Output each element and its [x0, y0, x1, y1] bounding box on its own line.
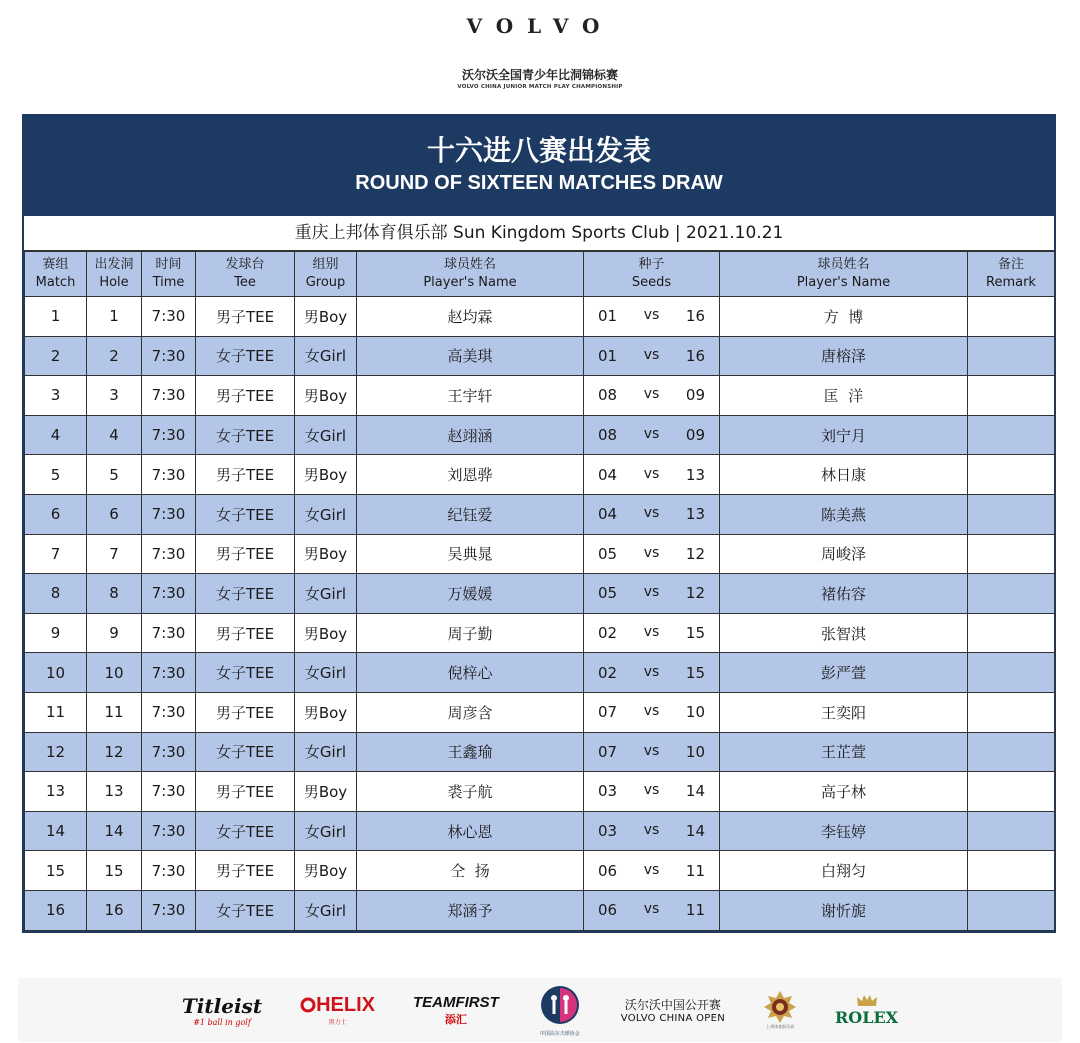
time-cell: 7:30 — [142, 336, 196, 376]
seed-1: 04 — [598, 465, 618, 484]
column-header-cn: 组别 — [312, 257, 339, 272]
table-row — [25, 732, 1055, 772]
hole-cell: 15 — [87, 851, 142, 891]
match-cell: 6 — [25, 494, 87, 534]
titleist-tagline: #1 ball in golf — [193, 1017, 251, 1027]
time-cell: 7:30 — [142, 455, 196, 495]
seed-2: 10 — [685, 742, 705, 761]
helix-logo — [300, 994, 375, 1026]
seeds-cell — [584, 851, 720, 891]
volvo-wordmark: VOLVO — [466, 14, 614, 38]
group-cell: 女Girl — [295, 415, 357, 455]
seed-pair — [584, 545, 719, 563]
teamfirst-wordmark: TEAMFIRST — [412, 993, 499, 1011]
vs-label: vs — [643, 465, 660, 482]
player2-cell: 高子林 — [720, 772, 968, 812]
remark-cell — [968, 732, 1055, 772]
seeds-cell — [584, 376, 720, 416]
seeds-cell — [584, 336, 720, 376]
hole-cell: 3 — [87, 376, 142, 416]
seed-2: 13 — [685, 505, 705, 524]
volvo-china-open-logo — [621, 996, 725, 1024]
group-cell: 女Girl — [295, 890, 357, 930]
seeds-cell — [584, 455, 720, 495]
player2-cell: 陈美燕 — [720, 494, 968, 534]
vs-label: vs — [643, 584, 660, 601]
table-row — [25, 376, 1055, 416]
championship-title-cn: 沃尔沃全国青少年比洞锦标赛 — [461, 68, 618, 82]
column-header-en: Tee — [234, 275, 256, 290]
hole-cell: 7 — [87, 534, 142, 574]
player1-cell: 倪梓心 — [357, 653, 584, 693]
table-row — [25, 692, 1055, 732]
hole-cell: 11 — [87, 692, 142, 732]
column-header-cn: 出发洞 — [94, 257, 134, 272]
seed-2: 16 — [685, 346, 705, 365]
player1-cell: 王宇轩 — [357, 376, 584, 416]
vs-label: vs — [643, 505, 660, 522]
helix-cn: 黑力士 — [328, 1019, 347, 1026]
seed-pair — [584, 664, 719, 682]
seeds-cell — [584, 890, 720, 930]
player2-cell: 谢忻旎 — [720, 890, 968, 930]
tee-cell: 男子TEE — [196, 297, 295, 337]
vs-label: vs — [643, 386, 660, 403]
vs-label: vs — [643, 822, 660, 839]
match-cell: 1 — [25, 297, 87, 337]
column-header-cn: 赛组 — [42, 257, 69, 272]
player1-cell: 裘子航 — [357, 772, 584, 812]
hole-cell: 8 — [87, 574, 142, 614]
seed-pair — [584, 703, 719, 721]
column-header-en: Hole — [99, 275, 129, 290]
match-cell: 5 — [25, 455, 87, 495]
seeds-cell — [584, 613, 720, 653]
titleist-logo — [182, 994, 262, 1027]
remark-cell — [968, 574, 1055, 614]
player2-cell: 王芷萱 — [720, 732, 968, 772]
match-cell: 13 — [25, 772, 87, 812]
vs-label: vs — [643, 861, 660, 878]
title-en: ROUND OF SIXTEEN MATCHES DRAW — [355, 172, 723, 194]
column-header-en: Player's Name — [796, 275, 891, 290]
tee-cell: 男子TEE — [196, 851, 295, 891]
seed-2: 09 — [685, 426, 705, 445]
group-cell: 女Girl — [295, 811, 357, 851]
vco-cn: 沃尔沃中国公开赛 — [624, 998, 721, 1012]
seed-2: 10 — [685, 703, 705, 722]
group-cell: 男Boy — [295, 455, 357, 495]
player2-cell: 匡 洋 — [720, 376, 968, 416]
table-row — [25, 772, 1055, 812]
time-cell: 7:30 — [142, 851, 196, 891]
column-header-en: Match — [35, 275, 76, 290]
seed-1: 06 — [598, 861, 618, 880]
match-cell: 7 — [25, 534, 87, 574]
title-cn: 十六进八赛出发表 — [426, 134, 651, 167]
column-header-cn: 备注 — [997, 257, 1024, 272]
column-header-cn: 球员姓名 — [443, 257, 496, 272]
seed-1: 08 — [598, 426, 618, 445]
tee-cell: 男子TEE — [196, 772, 295, 812]
group-cell: 男Boy — [295, 851, 357, 891]
seed-2: 13 — [685, 465, 705, 484]
table-row — [25, 653, 1055, 693]
group-cell: 男Boy — [295, 772, 357, 812]
group-cell: 女Girl — [295, 653, 357, 693]
hole-cell: 1 — [87, 297, 142, 337]
player2-cell: 王奕阳 — [720, 692, 968, 732]
cga-logo — [537, 984, 583, 1037]
titleist-wordmark: Titleist — [181, 993, 263, 1018]
rolex-wordmark: ROLEX — [834, 1007, 899, 1027]
player2-cell: 李钰婷 — [720, 811, 968, 851]
seeds-cell — [584, 494, 720, 534]
seeds-cell — [584, 534, 720, 574]
tee-cell: 男子TEE — [196, 455, 295, 495]
seed-2: 12 — [685, 544, 705, 563]
seed-pair — [584, 624, 719, 642]
seeds-cell — [584, 772, 720, 812]
tee-cell: 女子TEE — [196, 890, 295, 930]
time-cell: 7:30 — [142, 653, 196, 693]
player2-cell: 刘宁月 — [720, 415, 968, 455]
rolex-logo — [835, 994, 898, 1027]
player2-cell: 张智淇 — [720, 613, 968, 653]
match-cell: 3 — [25, 376, 87, 416]
seed-pair — [584, 584, 719, 602]
seed-pair — [584, 426, 719, 444]
seed-2: 14 — [685, 782, 705, 801]
seed-1: 06 — [598, 901, 618, 920]
seed-2: 11 — [685, 901, 705, 920]
group-cell: 女Girl — [295, 494, 357, 534]
seed-2: 11 — [685, 861, 705, 880]
player1-cell: 万媛媛 — [357, 574, 584, 614]
column-header — [87, 252, 142, 297]
group-cell: 男Boy — [295, 534, 357, 574]
vs-label: vs — [643, 703, 660, 720]
player2-cell: 褚佑容 — [720, 574, 968, 614]
hole-cell: 4 — [87, 415, 142, 455]
cga-text: 中国高尔夫球协会 — [539, 1030, 580, 1037]
venue-date: 重庆上邦体育俱乐部 Sun Kingdom Sports Club | 2021.10.21 — [24, 216, 1054, 251]
seed-pair — [584, 307, 719, 325]
player2-cell: 方 博 — [720, 297, 968, 337]
tee-cell: 女子TEE — [196, 415, 295, 455]
tee-cell: 男子TEE — [196, 376, 295, 416]
remark-cell — [968, 376, 1055, 416]
group-cell: 男Boy — [295, 297, 357, 337]
teamfirst-cn: 添汇 — [444, 1012, 467, 1026]
column-header — [357, 252, 584, 297]
column-header-en: Time — [152, 275, 185, 290]
seeds-cell — [584, 297, 720, 337]
tee-cell: 男子TEE — [196, 613, 295, 653]
column-header-en: Player's Name — [423, 275, 517, 290]
seed-pair — [584, 862, 719, 880]
time-cell: 7:30 — [142, 732, 196, 772]
seed-pair — [584, 347, 719, 365]
seed-pair — [584, 901, 719, 919]
time-cell: 7:30 — [142, 415, 196, 455]
match-cell: 8 — [25, 574, 87, 614]
match-cell: 12 — [25, 732, 87, 772]
seed-1: 02 — [598, 624, 618, 643]
club-text: 上邦体育俱乐部 — [765, 1024, 794, 1029]
seed-1: 05 — [598, 544, 618, 563]
player1-cell: 高美琪 — [357, 336, 584, 376]
hole-cell: 10 — [87, 653, 142, 693]
hole-cell: 12 — [87, 732, 142, 772]
seeds-cell — [584, 574, 720, 614]
table-row — [25, 494, 1055, 534]
helix-ring-icon — [300, 997, 316, 1013]
player2-cell: 周峻泽 — [720, 534, 968, 574]
player1-cell: 吴典晁 — [357, 534, 584, 574]
player2-cell: 唐榕泽 — [720, 336, 968, 376]
column-header — [720, 252, 968, 297]
championship-title-en: VOLVO CHINA JUNIOR MATCH PLAY CHAMPIONSHIP — [457, 84, 623, 90]
seeds-cell — [584, 415, 720, 455]
time-cell: 7:30 — [142, 692, 196, 732]
column-header-cn: 球员姓名 — [817, 257, 870, 272]
title-banner — [24, 116, 1054, 216]
remark-cell — [968, 613, 1055, 653]
group-cell: 女Girl — [295, 336, 357, 376]
remark-cell — [968, 336, 1055, 376]
player1-cell: 王鑫瑜 — [357, 732, 584, 772]
player1-cell: 周彦含 — [357, 692, 584, 732]
player1-cell: 赵翊涵 — [357, 415, 584, 455]
column-header — [25, 252, 87, 297]
seed-1: 01 — [598, 346, 618, 365]
seeds-cell — [584, 811, 720, 851]
player1-cell: 赵均霖 — [357, 297, 584, 337]
seeds-cell — [584, 692, 720, 732]
seed-pair — [584, 386, 719, 404]
remark-cell — [968, 851, 1055, 891]
vs-label: vs — [643, 901, 660, 918]
match-cell: 11 — [25, 692, 87, 732]
column-header — [196, 252, 295, 297]
remark-cell — [968, 772, 1055, 812]
seed-2: 16 — [685, 307, 705, 326]
hole-cell: 16 — [87, 890, 142, 930]
seed-pair — [584, 822, 719, 840]
column-header-en: Seeds — [631, 275, 672, 290]
player2-cell: 白翔匀 — [720, 851, 968, 891]
player1-cell: 刘恩骅 — [357, 455, 584, 495]
group-cell: 男Boy — [295, 376, 357, 416]
time-cell: 7:30 — [142, 494, 196, 534]
seed-pair — [584, 743, 719, 761]
vco-en: VOLVO CHINA OPEN — [620, 1013, 725, 1024]
vs-label: vs — [643, 307, 660, 324]
column-header — [968, 252, 1055, 297]
column-header-en: Remark — [986, 275, 1036, 290]
crown-icon — [856, 994, 878, 1008]
remark-cell — [968, 494, 1055, 534]
group-cell: 男Boy — [295, 692, 357, 732]
sponsor-bar — [18, 978, 1062, 1042]
remark-cell — [968, 692, 1055, 732]
tee-cell: 男子TEE — [196, 692, 295, 732]
vs-label: vs — [643, 346, 660, 363]
column-header — [142, 252, 196, 297]
time-cell: 7:30 — [142, 811, 196, 851]
table-body — [25, 297, 1055, 931]
column-header-cn: 发球台 — [225, 257, 265, 272]
player1-cell: 郑涵予 — [357, 890, 584, 930]
tee-cell: 女子TEE — [196, 336, 295, 376]
seed-1: 01 — [598, 307, 618, 326]
hole-cell: 6 — [87, 494, 142, 534]
group-cell: 女Girl — [295, 732, 357, 772]
column-header-en: Group — [305, 275, 346, 290]
remark-cell — [968, 415, 1055, 455]
vs-label: vs — [643, 544, 660, 561]
time-cell: 7:30 — [142, 534, 196, 574]
seeds-cell — [584, 653, 720, 693]
table-row — [25, 455, 1055, 495]
player1-cell: 纪钰爱 — [357, 494, 584, 534]
remark-cell — [968, 455, 1055, 495]
seed-1: 05 — [598, 584, 618, 603]
player1-cell: 周子勤 — [357, 613, 584, 653]
seed-1: 08 — [598, 386, 618, 405]
column-header — [295, 252, 357, 297]
match-cell: 16 — [25, 890, 87, 930]
helix-wordmark — [300, 994, 375, 1017]
match-cell: 4 — [25, 415, 87, 455]
time-cell: 7:30 — [142, 297, 196, 337]
player2-cell: 彭严萱 — [720, 653, 968, 693]
hole-cell: 14 — [87, 811, 142, 851]
hole-cell: 9 — [87, 613, 142, 653]
table-row — [25, 851, 1055, 891]
seed-1: 04 — [598, 505, 618, 524]
group-cell: 男Boy — [295, 613, 357, 653]
tee-cell: 女子TEE — [196, 494, 295, 534]
tee-cell: 男子TEE — [196, 534, 295, 574]
tee-cell: 女子TEE — [196, 653, 295, 693]
column-header-cn: 时间 — [155, 257, 182, 272]
player1-cell: 林心恩 — [357, 811, 584, 851]
seed-pair — [584, 505, 719, 523]
draw-table — [24, 251, 1055, 931]
match-cell: 2 — [25, 336, 87, 376]
table-row — [25, 336, 1055, 376]
club-crest-icon — [763, 990, 797, 1024]
vs-label: vs — [643, 742, 660, 759]
remark-cell — [968, 811, 1055, 851]
time-cell: 7:30 — [142, 772, 196, 812]
match-cell: 15 — [25, 851, 87, 891]
seed-pair — [584, 782, 719, 800]
seed-2: 15 — [685, 624, 705, 643]
table-row — [25, 534, 1055, 574]
seed-1: 03 — [598, 822, 618, 841]
seed-1: 07 — [598, 703, 618, 722]
match-cell: 9 — [25, 613, 87, 653]
column-header-cn: 种子 — [638, 257, 665, 272]
remark-cell — [968, 534, 1055, 574]
sun-kingdom-club-logo — [763, 990, 797, 1030]
tee-cell: 女子TEE — [196, 732, 295, 772]
player1-cell: 仝 扬 — [357, 851, 584, 891]
match-cell: 10 — [25, 653, 87, 693]
vs-label: vs — [643, 624, 660, 641]
table-row — [25, 415, 1055, 455]
remark-cell — [968, 653, 1055, 693]
draw-sheet — [22, 114, 1056, 933]
seed-1: 03 — [598, 782, 618, 801]
hole-cell: 2 — [87, 336, 142, 376]
table-row — [25, 811, 1055, 851]
table-row — [25, 613, 1055, 653]
remark-cell — [968, 297, 1055, 337]
hole-cell: 13 — [87, 772, 142, 812]
tee-cell: 女子TEE — [196, 574, 295, 614]
seeds-cell — [584, 732, 720, 772]
vs-label: vs — [643, 782, 660, 799]
seed-2: 15 — [685, 663, 705, 682]
table-row — [25, 297, 1055, 337]
seed-2: 12 — [685, 584, 705, 603]
helix-text: HELIX — [316, 994, 375, 1016]
cga-emblem-icon — [537, 984, 583, 1030]
table-row — [25, 890, 1055, 930]
column-header — [584, 252, 720, 297]
time-cell: 7:30 — [142, 376, 196, 416]
teamfirst-logo — [413, 994, 499, 1027]
match-cell: 14 — [25, 811, 87, 851]
vs-label: vs — [643, 663, 660, 680]
seed-2: 14 — [685, 822, 705, 841]
player2-cell: 林日康 — [720, 455, 968, 495]
time-cell: 7:30 — [142, 890, 196, 930]
time-cell: 7:30 — [142, 613, 196, 653]
tee-cell: 女子TEE — [196, 811, 295, 851]
seed-pair — [584, 466, 719, 484]
table-row — [25, 574, 1055, 614]
vs-label: vs — [643, 426, 660, 443]
seed-1: 02 — [598, 663, 618, 682]
group-cell: 女Girl — [295, 574, 357, 614]
seed-2: 09 — [685, 386, 705, 405]
hole-cell: 5 — [87, 455, 142, 495]
seed-1: 07 — [598, 742, 618, 761]
remark-cell — [968, 890, 1055, 930]
table-header-row — [25, 252, 1055, 297]
time-cell: 7:30 — [142, 574, 196, 614]
